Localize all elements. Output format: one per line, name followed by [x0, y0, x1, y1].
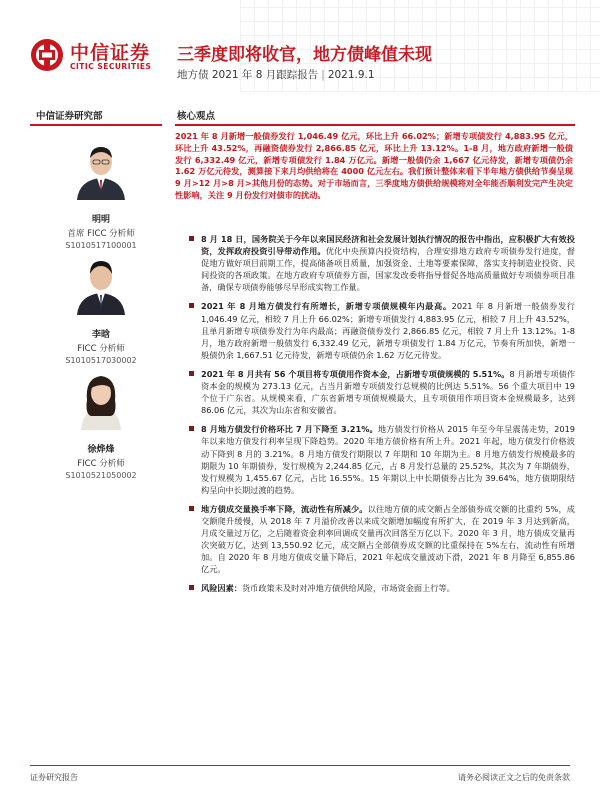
bullet-item — [175, 582, 575, 594]
logo-english-text: CITIC SECURITIES — [70, 62, 152, 71]
bullet-lead: 2021 年 8 月共有 56 个项目将专项债用作资本金，占新增专项债规模的 5.51%。 — [201, 368, 510, 379]
square-bullet-icon — [189, 303, 194, 308]
analyst-photo-avatar — [73, 140, 129, 200]
analyst-card — [36, 370, 166, 480]
bullet-body: 8 月新增专项债作资本金的规模为 273.13 亿元，占当月新增专项债发行总规模的比例达 5.51%。56 个重大项目中 19 个位于广东省。从规模来看，广东省新增专项债规模最大，且专项债用作项目资本金规模最多，达到 86.06 亿元，其次为山东省和安徽省。 — [201, 368, 576, 416]
bullet-item — [175, 503, 575, 576]
bullet-lead: 2021 年 8 月地方债发行有所增长，新增专项债规模年内最高。 — [201, 301, 452, 312]
analyst-role: FICC 分析师 — [77, 344, 125, 354]
analyst-photo-avatar — [73, 370, 129, 430]
report-header — [0, 0, 600, 92]
main-heading: 核心观点 — [177, 111, 216, 122]
analyst-name: 徐烨烽 — [87, 445, 115, 455]
bullet-body: 优化中央预算内投资结构，合理安排地方政府专项债券发行进度，督促地方做好项目前期工作，提高储备项目质量，加强资金、土地等要素保障，落实支持制造业投资、民间投资的各项政策。在地方政府专项债券方面，国家发改委将指导督促各地高质量做好专项债券项目准备，确保专项债券能够尽早形成实物工作量。 — [201, 246, 575, 293]
bullet-list — [175, 233, 575, 602]
analyst-role: 首席 FICC 分析师 — [67, 229, 135, 239]
square-bullet-icon — [189, 426, 194, 431]
square-bullet-icon — [189, 506, 194, 511]
square-bullet-icon — [189, 585, 194, 590]
sidebar-heading-rule — [30, 124, 162, 126]
footer-rule — [30, 765, 570, 766]
bullet-lead: 地方债成交量换手率下降，流动性有所减少。 — [201, 503, 368, 514]
subtitle-separator: | — [321, 69, 325, 81]
analyst-name: 明明 — [91, 215, 110, 225]
analyst-photo-avatar — [73, 255, 129, 315]
analyst-name: 李晗 — [91, 330, 110, 340]
analyst-license-code: S1010521050002 — [65, 471, 137, 480]
square-bullet-icon — [189, 371, 194, 376]
bullet-body: 货币政策未及时对冲地方债供给风险，市场资金面上行等。 — [241, 583, 455, 594]
report-title: 三季度即将收官，地方债峰值未现 — [177, 45, 432, 65]
bullet-lead: 8 月 18 日，国务院关于今年以来国民经济和社会发展计划执行情况的报告中指出，应积极扩大有效投资，发挥政府投资引导带动作用。 — [201, 234, 575, 257]
analyst-license-code: S1010517100001 — [65, 241, 137, 250]
sidebar-heading: 中信证券研究部 — [36, 111, 103, 122]
core-summary: 2021 年 8 月新增一般债券发行 1,046.49 亿元，环比上升 66.02%；新增专项债发行 4,883.95 亿元，环比上升 43.52%，再融资债券发行 2,866.85 亿元，环比上升 13.12%。1-8 月，地方政府新增一般债发行 6,332.49 亿元，新增专项债发行 1.84 万亿元。新增一般债仍余 1,667 亿元待发，新增专项债仍余 1.62 万亿元待发，测算接下来月均供给将在 4000 亿元左右。我们预计整体来看下半年地方债供给节奏呈现 9 月>12 月>8 月>其他月份的态势。对于市场而言，三季度地方债供给规模将对全年能否顺利发完产生决定性影响，关注 9 月份发行对债市的扰动。 — [175, 131, 573, 200]
bullet-lead: 风险因素： — [201, 583, 242, 594]
bullet-item — [175, 368, 575, 416]
analyst-license-code: S1010517030002 — [65, 356, 137, 365]
report-subtitle — [177, 67, 375, 82]
citic-logo — [30, 38, 170, 74]
citic-logo-icon — [30, 38, 64, 72]
report-date: 2021.9.1 — [327, 69, 375, 81]
square-bullet-icon — [189, 236, 194, 241]
bullet-body: 地方债发行价格从 2015 年至今年呈震荡走势，2019 年以来地方债发行利率呈现下降趋势。2020 年地方债价格有所上升。2021 年起，地方债发行价格波动下降到 8 月的 3.21%。8 月地方债发行期限以 7 年期和 10 年期为主。8 月地方债发行规模最多的期限为 10 年期债券，发行规模为 2,244.85 亿元，占 8 月发行总量的 25.52%，其次为 7 年期债券，发行规模为 1,455.67 亿元，占比 16.55%。15 年期以上中长期债券占比为 39.64%，地方债期限结构呈向中长期过渡的趋势。 — [201, 424, 575, 495]
analyst-card — [36, 140, 166, 250]
bullet-lead: 8 月地方债发行价格环比 7 月下降至 3.21%。 — [201, 424, 378, 435]
footer-disclaimer: 请务必阅读正文之后的免责条款 — [458, 773, 570, 782]
bullet-body: 2021 年 8 月新增一般债券发行 1,046.49 亿元，相较 7 月上升 66.02%；新增专项债发行 4,883.95 亿元，相较 7 月上升 43.52%，且单月新增专项债券发行为年内最高；再融资债券发行 2,866.85 亿元，相较 7 月上升 13.12%。1-8 月，地方政府新增一般债发行 6,332.49 亿元，新增专项债发行 1.84 万亿元，节奏有所加快，新增一般债仍余 1,667.51 亿元待发，新增专项债仍余 1.62 万亿元待发。 — [201, 301, 575, 360]
bullet-item — [175, 300, 575, 360]
analyst-card — [36, 255, 166, 365]
report-series: 地方债 2021 年 8 月跟踪报告 — [177, 69, 319, 81]
main-heading-rule — [175, 124, 575, 126]
footer-label: 证券研究报告 — [30, 773, 78, 782]
bullet-item — [175, 233, 575, 293]
logo-chinese-text: 中信证券 — [70, 42, 151, 64]
analyst-role: FICC 分析师 — [77, 459, 125, 469]
bullet-body: 以往地方债的成交额占全部债券成交额的比重约 5%，成交额爬升缓慢，从 2018 年 7 月溢价改善以来成交额增加幅度有所扩大，在 2019 年 3 月达到新高，月成交量过万亿，之后随着资金利率回调成交量再次回落至万亿以下。2020 年 3 月，地方债成交量再次突破万亿，达到 13,550.92 亿元，成交额占全部债券成交额的比重保持在 5%左右，流动性有所增加。自 2020 年 8 月地方债成交量下降后，2021 年起成交量波动下滑，2021 年 8 月降至 6,855.86 亿元。 — [201, 503, 575, 575]
bullet-item — [175, 423, 575, 496]
